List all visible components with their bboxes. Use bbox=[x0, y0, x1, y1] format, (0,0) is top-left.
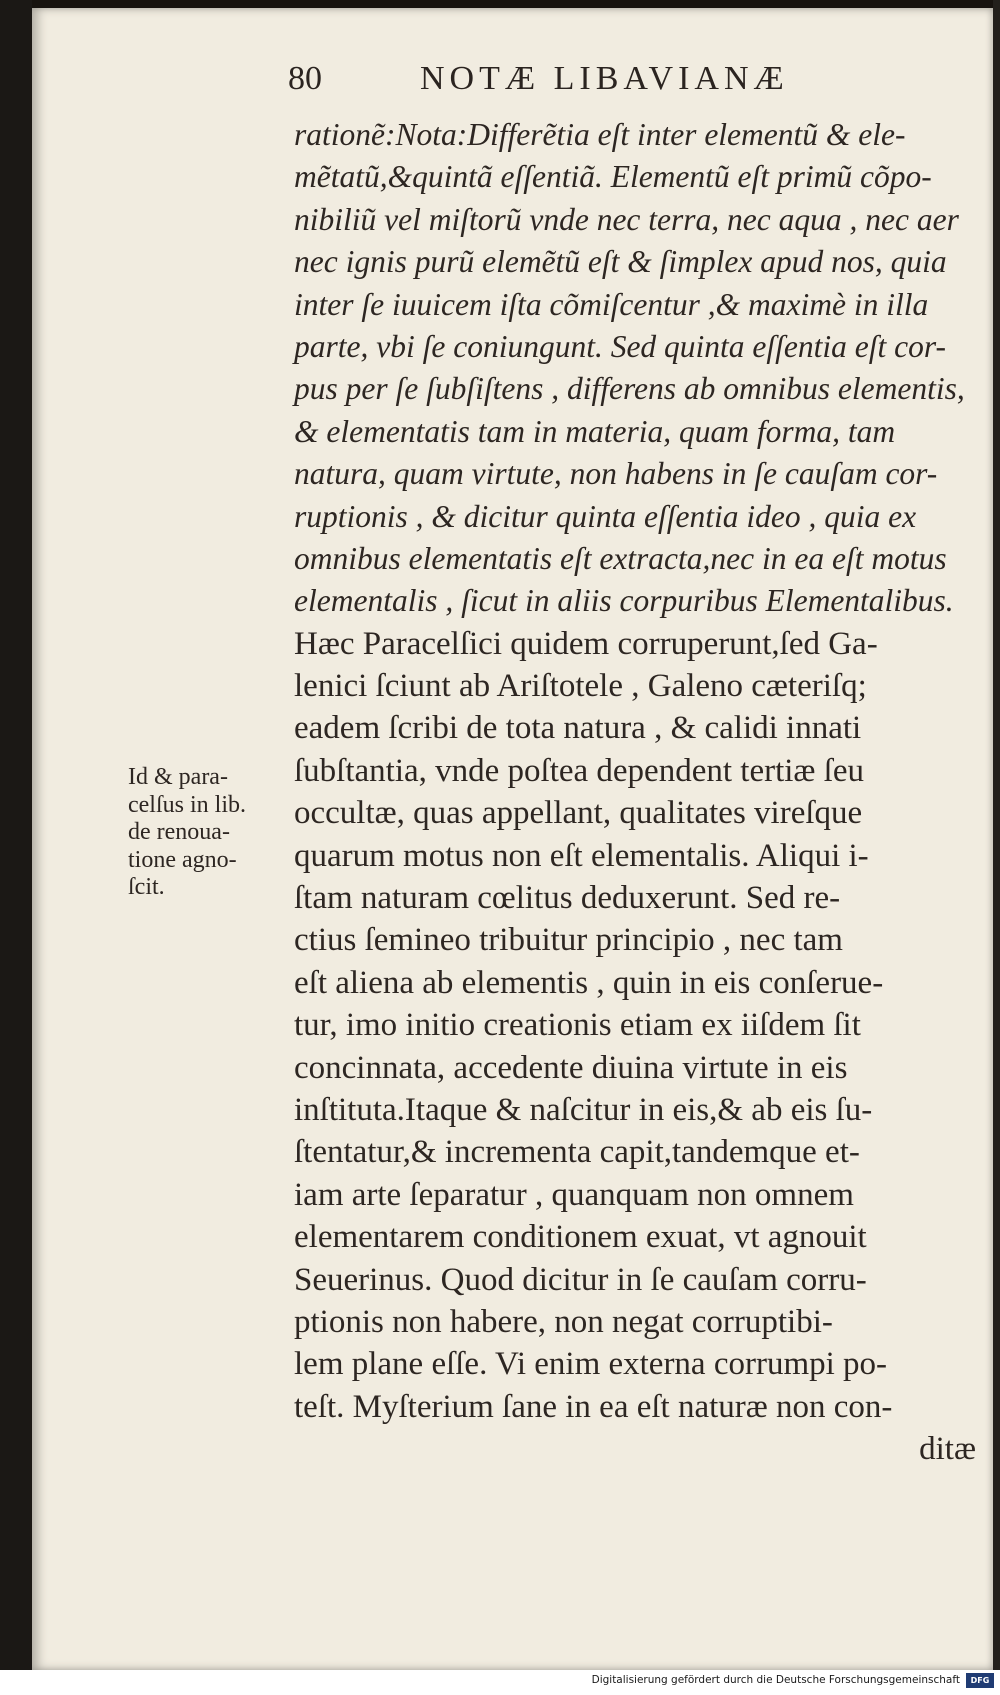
text-line: elementalis , ſicut in aliis corpuribus Elementalibus. bbox=[294, 583, 954, 619]
marginal-line: ſcit. bbox=[128, 874, 165, 900]
text-line: eſt aliena ab elementis , quin in eis conſerue- bbox=[294, 964, 884, 1001]
text-line: ſtentatur,& incrementa capit,tandemque et- bbox=[294, 1134, 860, 1171]
marginal-line: tione agno- bbox=[128, 846, 237, 873]
folio-number: 80 bbox=[288, 60, 322, 97]
text-line: concinnata, accedente diuina virtute in eis bbox=[294, 1049, 848, 1086]
page-header bbox=[288, 58, 908, 108]
text-line: Hæc Paracelſici quidem corruperunt,ſed Ga- bbox=[294, 625, 878, 662]
running-title: NOTÆ LIBAVIANÆ bbox=[420, 60, 789, 97]
marginal-line: celſus in lib. bbox=[128, 791, 246, 818]
text-line: ſubſtantia, vnde poſtea dependent tertiæ ſeu bbox=[294, 752, 864, 789]
text-line: ptionis non habere, non negat corruptibi- bbox=[294, 1303, 833, 1340]
text-line: quarum motus non eſt elementalis. Aliqui i- bbox=[294, 837, 869, 874]
viewer-right-edge bbox=[993, 0, 1000, 1670]
body-text bbox=[294, 114, 980, 1471]
viewer-left-edge bbox=[0, 0, 32, 1670]
text-line: lenici ſciunt ab Ariſtotele , Galeno cæteriſq; bbox=[294, 668, 867, 705]
text-line: parte, vbi ſe coniungunt. Sed quinta eſſentia eſt cor- bbox=[294, 328, 946, 364]
catchword: ditæ bbox=[919, 1431, 976, 1468]
text-line: pus per ſe ſubſiſtens , differens ab omnibus elementis, bbox=[294, 371, 965, 407]
dfg-logo-icon[interactable]: DFG bbox=[966, 1673, 994, 1688]
text-line: teſt. Myſterium ſane in ea eſt naturæ non con- bbox=[294, 1388, 893, 1425]
text-line: nec ignis purũ elemẽtũ eſt & ſimplex apud nos, quia bbox=[294, 244, 947, 280]
digitization-credit: Digitalisierung gefördert durch die Deutsche Forschungsgemeinschaft bbox=[591, 1674, 960, 1686]
marginal-line: Id & para- bbox=[128, 764, 228, 790]
text-line: natura, quam virtute, non habens in ſe cauſam cor- bbox=[294, 456, 938, 492]
marginal-note bbox=[128, 764, 293, 902]
text-line: mẽtatũ,&quintã eſſentiã. Elementũ eſt primũ cõpo- bbox=[294, 159, 932, 195]
marginal-line: de renoua- bbox=[128, 819, 230, 845]
text-line: nibiliũ vel miſtorũ vnde nec terra, nec aqua , nec aer bbox=[294, 201, 959, 237]
text-line: lem plane eſſe. Vi enim externa corrumpi po- bbox=[294, 1346, 888, 1383]
text-line: ctius ſemineo tribuitur principio , nec tam bbox=[294, 922, 843, 959]
text-line: rationẽ:Nota:Differẽtia eſt inter elementũ & ele- bbox=[294, 117, 906, 152]
text-line: iam arte ſeparatur , quanquam non omnem bbox=[294, 1176, 854, 1213]
text-line: & elementatis tam in materia, quam forma, tam bbox=[294, 413, 896, 449]
footer-bar bbox=[0, 1670, 1000, 1695]
text-line: elementarem conditionem exuat, vt agnouit bbox=[294, 1219, 867, 1256]
text-line: tur, imo initio creationis etiam ex iiſdem ſit bbox=[294, 1007, 861, 1044]
text-line: ſtam naturam cœlitus deduxerunt. Sed re- bbox=[294, 880, 841, 917]
text-line: eadem ſcribi de tota natura , & calidi innati bbox=[294, 710, 862, 747]
text-line: inter ſe iuuicem iſta cõmiſcentur ,& maximè in illa bbox=[294, 286, 929, 322]
text-line: Seuerinus. Quod dicitur in ſe cauſam corru- bbox=[294, 1261, 867, 1298]
text-line: ruptionis , & dicitur quinta eſſentia ideo , quia ex bbox=[294, 498, 917, 534]
text-line: omnibus elementatis eſt extracta,nec in ea eſt motus bbox=[294, 540, 947, 576]
text-line: occultæ, quas appellant, qualitates vireſque bbox=[294, 795, 863, 832]
text-line: inſtituta.Itaque & naſcitur in eis,& ab eis ſu- bbox=[294, 1091, 873, 1128]
